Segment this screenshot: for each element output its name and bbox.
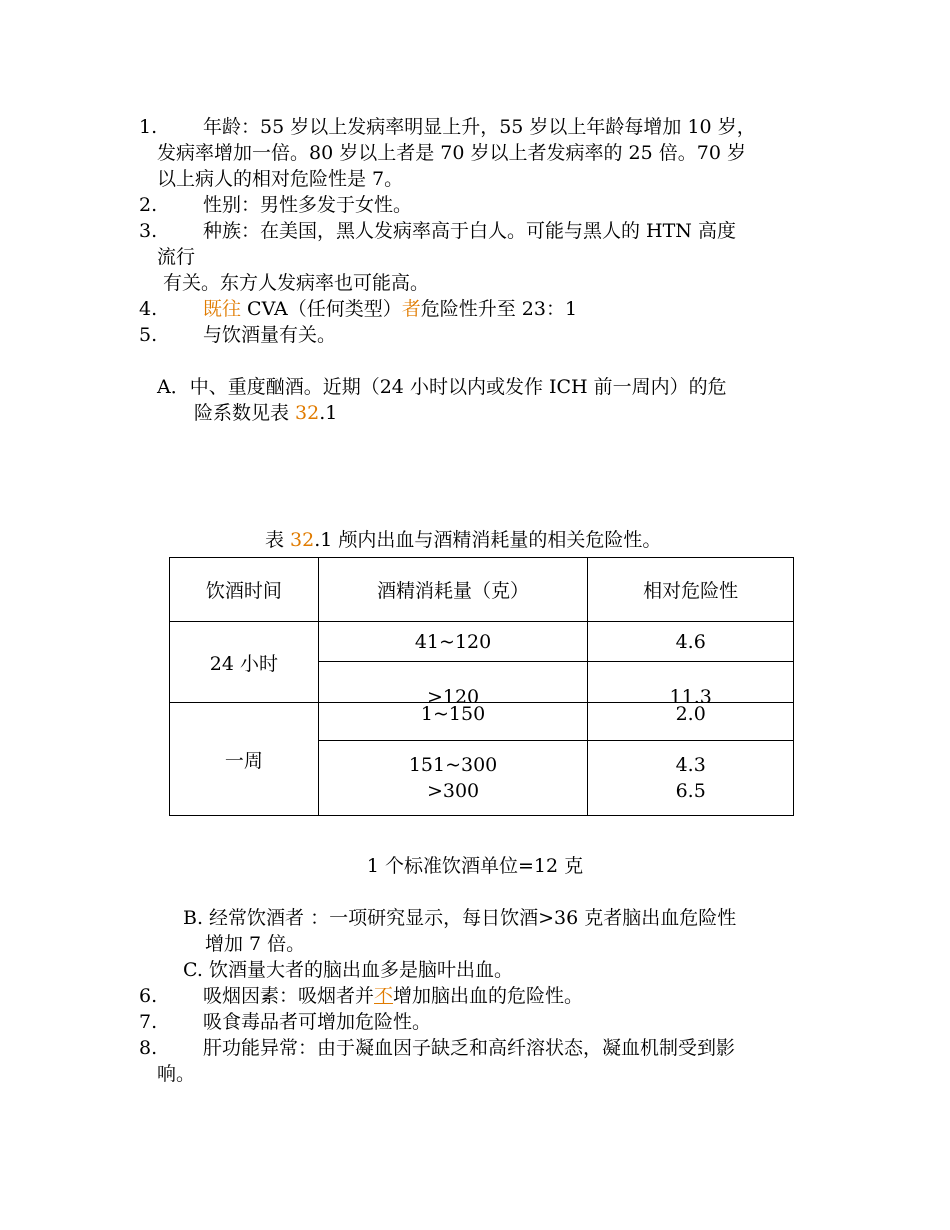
- item-5-line-1: 与饮酒量有关。: [203, 324, 337, 346]
- amount-cell: [318, 662, 588, 703]
- risk-cell: [588, 662, 794, 703]
- item-6-text-a: 吸烟因素：吸烟者并: [203, 985, 375, 1007]
- group-24h-time: 24 小时: [170, 622, 319, 703]
- item-2-number: 2.: [139, 194, 158, 216]
- risk-cell: 4.6: [588, 622, 794, 662]
- item-3-line-1: 种族：在美国，黑人发病率高于白人。可能与黑人的 HTN 高度: [203, 220, 736, 242]
- sub-a-line-2: [194, 400, 337, 426]
- item-4-number: 4.: [139, 298, 158, 320]
- table-row: [170, 622, 794, 662]
- sub-b-line-2: 增加 7 倍。: [205, 933, 306, 955]
- sub-a-line-1: A．中、重度酗酒。近期（24 小时以内或发作 ICH 前一周内）的危: [157, 376, 727, 398]
- header-risk: 相对危险性: [588, 558, 794, 622]
- group-week-time: 一周: [170, 703, 319, 816]
- sub-c-line-1: C. 饮酒量大者的脑出血多是脑叶出血。: [183, 959, 513, 981]
- amount-cell: 1~150: [318, 703, 588, 741]
- item-1-line-1: 年龄：55 岁以上发病率明显上升，55 岁以上年龄每增加 10 岁，: [203, 116, 756, 138]
- header-time: 饮酒时间: [170, 558, 319, 622]
- sub-b-line-1: B. 经常饮酒者 ：一项研究显示，每日饮酒>36 克者脑出血危险性: [183, 907, 737, 929]
- standard-drink-note: 1 个标准饮酒单位=12 克: [366, 855, 584, 877]
- item-2-line-1: 性别：男性多发于女性。: [203, 194, 413, 216]
- item-8-line-1: 肝功能异常：由于凝血因子缺乏和高纤溶状态，凝血机制受到影: [203, 1037, 736, 1059]
- item-4-text-d: 危险性升至 23：1: [420, 298, 578, 320]
- risk-cell-text: 11.3: [669, 686, 712, 702]
- table-header-row: [170, 558, 794, 622]
- item-3-line-2: 流行: [157, 246, 196, 268]
- amount-cell-text: >120: [426, 686, 480, 702]
- header-amount: 酒精消耗量（克）: [318, 558, 588, 622]
- table-caption-text: .1 颅内出血与酒精消耗量的相关危险性。: [314, 529, 662, 551]
- table-caption-prefix: 表: [265, 529, 291, 551]
- item-6-line-1: [203, 983, 583, 1009]
- table-row: [170, 703, 794, 741]
- amount-line: >300: [426, 780, 480, 802]
- item-7-line-1: 吸食毒品者可增加危险性。: [203, 1011, 432, 1033]
- item-4-text-b: CVA（任何类型）: [241, 298, 402, 320]
- item-4-highlight-a: 既往: [203, 298, 242, 320]
- sub-a-text: 险系数见表: [194, 402, 296, 424]
- item-3-line-3: 有关。东方人发病率也可能高。: [163, 272, 430, 294]
- item-4-line-1: [203, 296, 577, 322]
- sub-a-table-ref-suffix: .1: [319, 402, 338, 424]
- item-1-line-3: 以上病人的相对危险性是 7。: [157, 168, 404, 190]
- amount-cell: 41~120: [318, 622, 588, 662]
- item-6-highlight: 不: [374, 985, 394, 1007]
- risk-table: [169, 557, 794, 816]
- risk-cell: 2.0: [588, 703, 794, 741]
- amount-line: 151~300: [408, 754, 498, 776]
- item-4-highlight-c: 者: [401, 298, 421, 320]
- item-5-number: 5.: [139, 324, 158, 346]
- item-6-text-c: 增加脑出血的危险性。: [393, 985, 584, 1007]
- risk-line: 6.5: [675, 780, 706, 802]
- item-7-number: 7.: [139, 1011, 158, 1033]
- table-caption-number: 32: [290, 529, 315, 551]
- amount-cell: [318, 741, 588, 816]
- item-6-number: 6.: [139, 985, 158, 1007]
- item-8-line-2: 响。: [157, 1063, 196, 1085]
- item-3-number: 3.: [139, 220, 158, 242]
- risk-line: 4.3: [675, 754, 706, 776]
- item-1-number: 1.: [139, 116, 158, 138]
- item-8-number: 8.: [139, 1037, 158, 1059]
- risk-cell: [588, 741, 794, 816]
- table-caption: [265, 527, 661, 553]
- sub-a-table-ref: 32: [295, 402, 320, 424]
- item-1-line-2: 发病率增加一倍。80 岁以上者是 70 岁以上者发病率的 25 倍。70 岁: [157, 142, 746, 164]
